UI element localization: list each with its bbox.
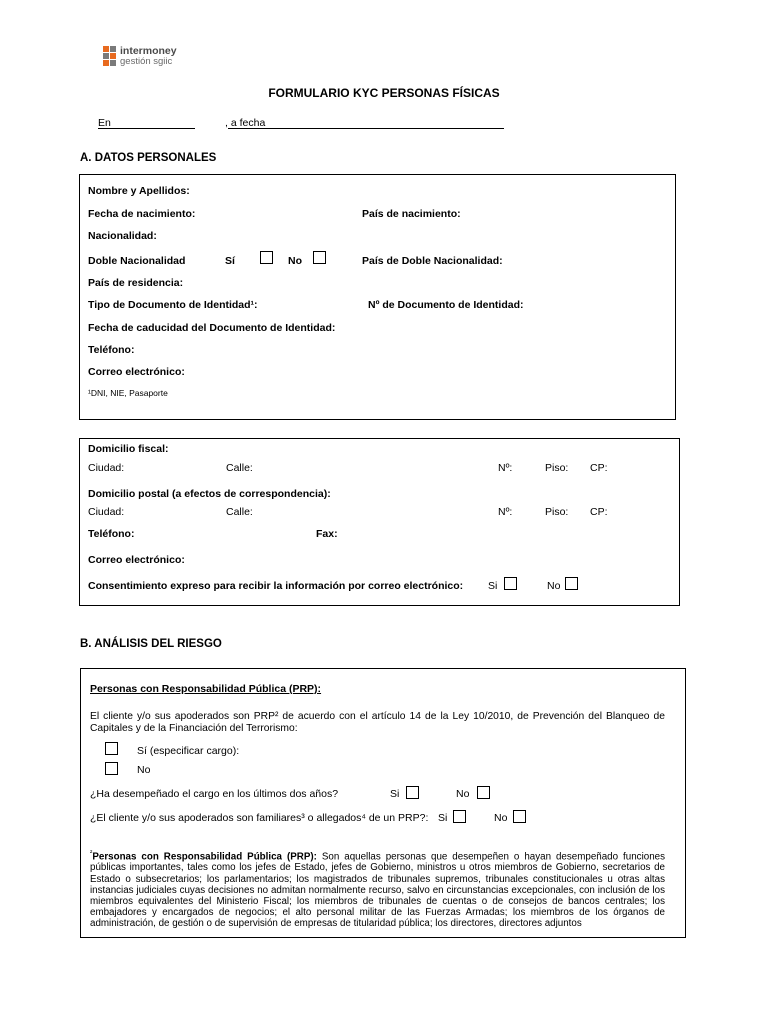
prp-si-checkbox[interactable] <box>105 742 118 755</box>
logo-square-icon <box>110 60 116 66</box>
q1-si-label: Si <box>390 788 400 800</box>
prp-no-checkbox[interactable] <box>105 762 118 775</box>
q2-label: ¿El cliente y/o sus apoderados son familiares³ o allegados⁴ de un PRP?: <box>90 812 429 824</box>
pais-residencia-label: País de residencia: <box>88 277 184 289</box>
doble-nacionalidad-label: Doble Nacionalidad <box>88 255 186 267</box>
fiscal-piso-label: Piso: <box>545 462 569 474</box>
prp-footnote <box>90 848 665 930</box>
prp-text: El cliente y/o sus apoderados son PRP² de acuerdo con el artículo 14 de la Ley 10/2010, de Prevención del Blanqueo de Capitales y de la Financiación del Terrorismo: <box>90 711 665 734</box>
tipo-documento-label: Tipo de Documento de Identidad¹: <box>88 299 258 311</box>
consentimiento-no-checkbox[interactable] <box>565 577 578 590</box>
consentimiento-si-label: Si <box>488 580 498 592</box>
en-label: En <box>98 117 111 129</box>
doble-si-checkbox[interactable] <box>260 251 273 264</box>
postal-cp-label: CP: <box>590 506 608 518</box>
fecha-nacimiento-label: Fecha de nacimiento: <box>88 208 196 220</box>
nombre-label: Nombre y Apellidos: <box>88 185 190 197</box>
pais-nacimiento-label: País de nacimiento: <box>362 208 461 220</box>
fiscal-ciudad-label: Ciudad: <box>88 462 125 474</box>
domicilio-postal-label: Domicilio postal (a efectos de correspondencia): <box>88 488 331 500</box>
postal-piso-label: Piso: <box>545 506 569 518</box>
q2-si-label: Si <box>438 812 448 824</box>
q2-no-checkbox[interactable] <box>513 810 526 823</box>
consentimiento-si-checkbox[interactable] <box>504 577 517 590</box>
domicilio-fiscal-label: Domicilio fiscal: <box>88 443 169 455</box>
q2-si-checkbox[interactable] <box>453 810 466 823</box>
logo-square-icon <box>103 46 109 52</box>
logo-name: intermoney <box>120 45 177 57</box>
logo-square-icon <box>103 60 109 66</box>
postal-num-label: Nº: <box>498 506 513 518</box>
company-logo <box>103 46 193 68</box>
doble-no-label: No <box>288 255 302 267</box>
num-documento-label: Nº de Documento de Identidad: <box>368 299 524 311</box>
q1-label: ¿Ha desempeñado el cargo en los últimos dos años? <box>90 788 339 800</box>
dom-telefono-label: Teléfono: <box>88 528 135 540</box>
prp-no-label: No <box>137 764 151 776</box>
fiscal-calle-label: Calle: <box>226 462 253 474</box>
footnote-documento: ¹DNI, NIE, Pasaporte <box>88 388 168 398</box>
postal-ciudad-label: Ciudad: <box>88 506 125 518</box>
section-b-title: B. ANÁLISIS DEL RIESGO <box>80 638 222 650</box>
prp-si-label: Sí (especificar cargo): <box>137 745 240 757</box>
logo-square-icon <box>110 53 116 59</box>
caducidad-label: Fecha de caducidad del Documento de Identidad: <box>88 322 336 334</box>
fiscal-num-label: Nº: <box>498 462 513 474</box>
postal-calle-label: Calle: <box>226 506 253 518</box>
footnote-heading: Personas con Responsabilidad Pública (PRP): <box>92 851 317 863</box>
nacionalidad-label: Nacionalidad: <box>88 230 157 242</box>
footnote-body: Son aquellas personas que desempeñen o hayan desempeñado funciones públicas importantes, tales como los jefes de Estado, jefes de Gobierno, ministros u otros miembros de Gobierno, secretarios de Estado o subsecretarios; los parlamentarios; los magistrados de tribunales supremos, tribunales constitucionales u otras altas instancias judiciales cuyas decisiones no admitan normalmente recurso, salvo en circunstancias excepcionales, con inclusión de los miembros equivalentes del Ministerio Fiscal; los miembros de tribunales de cuentas o de consejos de bancos centrales; los embajadores y encargados de negocios; el alto personal militar de las Fuerzas Armadas; los miembros de los órganos de administración, de gestión o de supervisión de empresas de titularidad pública; los directores, directores adjuntos <box>90 851 665 930</box>
footnote-number: ² <box>90 850 93 857</box>
logo-square-icon <box>110 46 116 52</box>
q1-no-checkbox[interactable] <box>477 786 490 799</box>
q1-no-label: No <box>456 788 470 800</box>
prp-heading: Personas con Responsabilidad Pública (PRP): <box>90 683 322 695</box>
doble-si-label: Sí <box>225 255 235 267</box>
consentimiento-label: Consentimiento expreso para recibir la información por correo electrónico: <box>88 580 464 592</box>
dom-correo-label: Correo electrónico: <box>88 554 185 566</box>
q2-no-label: No <box>494 812 508 824</box>
q1-si-checkbox[interactable] <box>406 786 419 799</box>
logo-subtitle: gestión sgiic <box>120 56 173 67</box>
doble-no-checkbox[interactable] <box>313 251 326 264</box>
correo-label: Correo electrónico: <box>88 366 185 378</box>
fiscal-cp-label: CP: <box>590 462 608 474</box>
page-title: FORMULARIO KYC PERSONAS FÍSICAS <box>268 86 500 100</box>
section-a-title: A. DATOS PERSONALES <box>80 152 217 164</box>
fecha-label: , a fecha <box>225 117 266 129</box>
logo-square-icon <box>103 53 109 59</box>
pais-doble-label: País de Doble Nacionalidad: <box>362 255 503 267</box>
telefono-label: Teléfono: <box>88 344 135 356</box>
fecha-field[interactable] <box>228 128 504 129</box>
consentimiento-no-label: No <box>547 580 561 592</box>
en-field[interactable] <box>98 128 195 129</box>
dom-fax-label: Fax: <box>316 528 338 540</box>
